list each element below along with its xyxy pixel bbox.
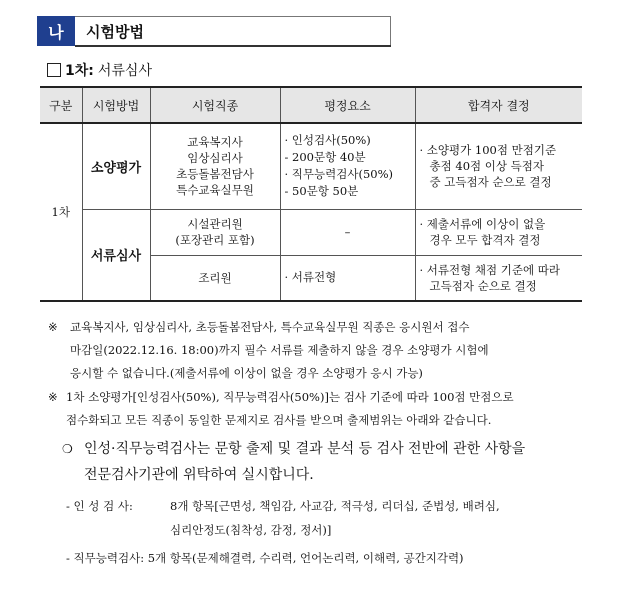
note-line: 마감일(2022.12.16. 18:00)까지 필수 서류를 제출하지 않을 경우 소양평가 시험에 (70, 343, 489, 357)
method-cell: 소양평가 (82, 123, 150, 209)
eval-cell: – (280, 209, 415, 255)
note-scoring (40, 386, 610, 436)
table-header-row (40, 87, 582, 123)
table-row (40, 209, 582, 255)
eval-cell: · 인성검사(50%) - 200문항 40분 · 직무능력검사(50%) - 50문항 50분 (280, 123, 415, 209)
subheading-prefix: 1차: (65, 63, 94, 79)
dash-line: 심리안정도(침착성, 감정, 정서)] (170, 523, 332, 537)
dash-label: - 직무능력검사: (66, 551, 145, 565)
header-underline (75, 45, 391, 47)
note-line: 응시할 수 없습니다.(제출서류에 이상이 없을 경우 소양평가 응시 가능) (70, 366, 423, 380)
note-mark: ※ (48, 320, 58, 334)
personality-test-items (66, 494, 586, 542)
bullet-circle-icon: ❍ (62, 442, 73, 456)
note-line: 교육복지사, 임상심리사, 초등돌봄전담사, 특수교육실무원 직종은 응시원서 접수 (70, 320, 470, 334)
subheading (47, 60, 152, 80)
table-row (40, 123, 582, 209)
header-border-right (390, 16, 391, 46)
method-cell: 서류심사 (82, 209, 150, 301)
result-cell: · 서류전형 채점 기준에 따라 고득점자 순으로 결정 (415, 255, 582, 301)
note-mark: ※ (48, 390, 58, 404)
section-title: 시험방법 (86, 23, 144, 41)
header-border-top (37, 16, 391, 17)
eval-cell: · 서류전형 (280, 255, 415, 301)
header-eval: 평정요소 (280, 87, 415, 123)
header-method: 시험방법 (82, 87, 150, 123)
stage-cell: 1차 (40, 123, 82, 301)
result-cell: · 소양평가 100점 만점기준 총점 40점 이상 득점자 중 고득점자 순으로 결정 (415, 123, 582, 209)
header-stage: 구분 (40, 87, 82, 123)
subheading-text: 서류심사 (97, 63, 152, 79)
header-jobs: 시험직종 (150, 87, 280, 123)
result-cell: · 제출서류에 이상이 없을 경우 모두 합격자 결정 (415, 209, 582, 255)
aptitude-test-items (66, 546, 586, 570)
jobs-cell: 교육복지사 임상심리사 초등돌봄전담사 특수교육실무원 (150, 123, 280, 209)
bullet-outsourcing (62, 436, 592, 488)
note-submission (40, 316, 600, 388)
bullet-line: 인성·직무능력검사는 문항 출제 및 결과 분석 등 검사 전반에 관한 사항을 (84, 441, 526, 457)
exam-method-table (40, 86, 582, 302)
bullet-line: 전문검사기관에 위탁하여 실시합니다. (84, 467, 314, 483)
dash-text: 5개 항목(문제해결력, 수리력, 언어논리력, 이해력, 공간지각력) (147, 551, 464, 565)
dash-label: - 인 성 검 사: (66, 499, 133, 513)
header-result: 합격자 결정 (415, 87, 582, 123)
dash-line: 8개 항목[근면성, 책임감, 사교감, 적극성, 리더십, 준법성, 배려심, (170, 499, 500, 513)
jobs-cell: 조리원 (150, 255, 280, 301)
note-line: 점수화되고 모든 직종이 동일한 문제지로 검사를 받으며 출제범위는 아래와 같습니다. (66, 413, 492, 427)
jobs-cell: 시설관리원 (포장관리 포함) (150, 209, 280, 255)
note-line: 1차 소양평가[인성검사(50%), 직무능력검사(50%)]는 검사 기준에 따라 100점 만점으로 (66, 390, 514, 404)
section-badge: 나 (37, 16, 75, 46)
checkbox-square-icon (47, 63, 61, 77)
